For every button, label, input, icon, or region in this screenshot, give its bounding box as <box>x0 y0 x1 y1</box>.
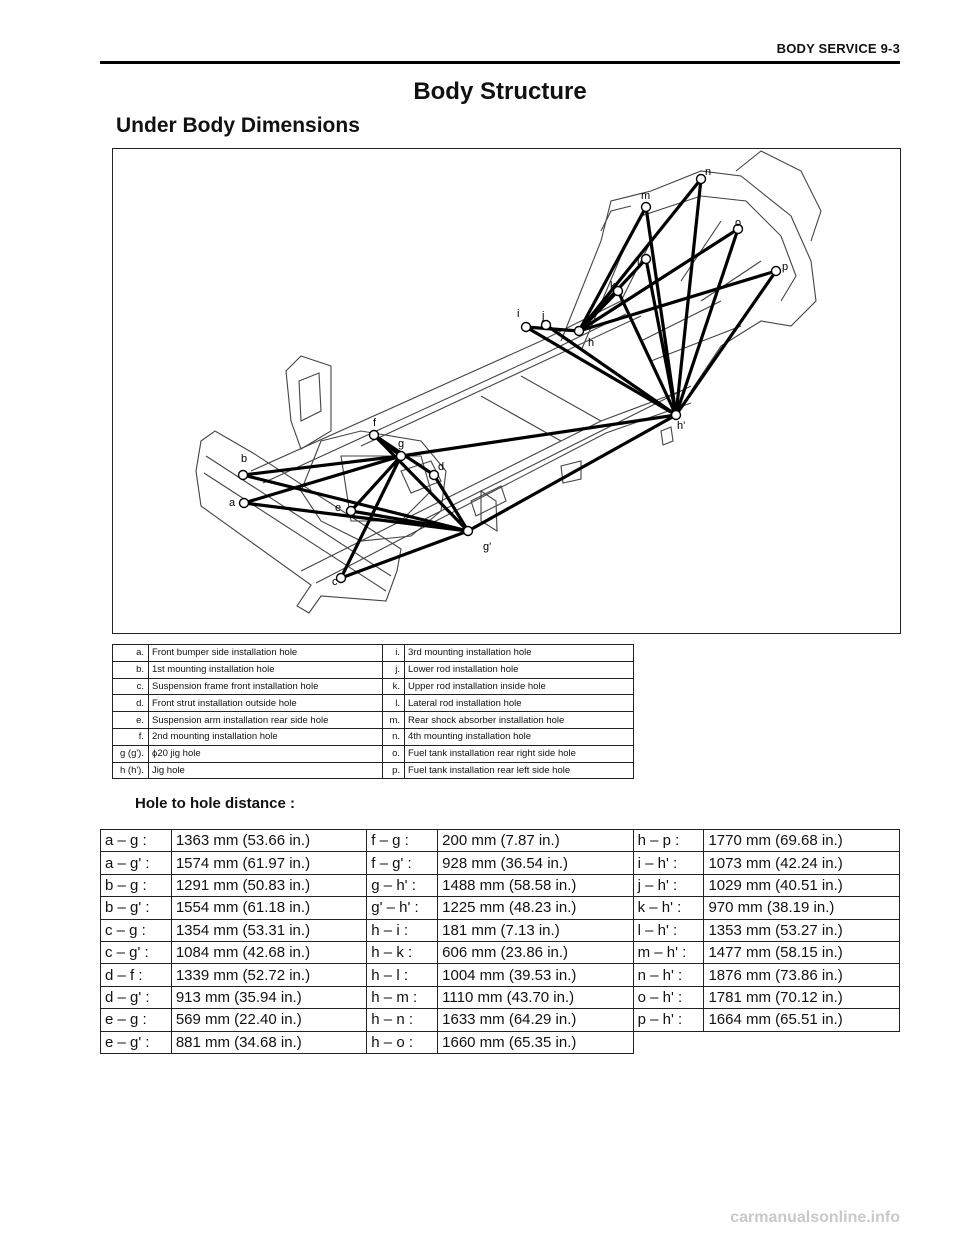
measure-line-h-n <box>579 179 701 331</box>
hole-marker <box>772 267 781 276</box>
measure-line-g'-h' <box>468 415 676 531</box>
distance-pair: h – i : <box>367 919 438 941</box>
watermark: carmanualsonline.info <box>730 1209 900 1226</box>
distance-pair: k – h' : <box>633 897 704 919</box>
distance-row <box>101 941 900 963</box>
distance-value: 1004 mm (39.53 in.) <box>438 964 633 986</box>
distance-value: 1110 mm (43.70 in.) <box>438 986 633 1008</box>
distance-pair: f – g : <box>367 830 438 852</box>
measure-line-g-h' <box>401 415 676 456</box>
hole-marker <box>642 255 651 264</box>
legend-row <box>113 661 634 678</box>
distance-value: 1354 mm (53.31 in.) <box>171 919 366 941</box>
hole-label: f <box>373 417 377 429</box>
page-title: Body Structure <box>413 78 587 105</box>
distance-pair: d – g' : <box>101 986 172 1008</box>
distance-pair: m – h' : <box>633 941 704 963</box>
legend-rval: 3rd mounting installation hole <box>405 645 634 662</box>
legend-rkey: m. <box>383 712 405 729</box>
distance-pair: d – f : <box>101 964 172 986</box>
legend-lkey: h (h'). <box>113 762 149 779</box>
legend-row <box>113 728 634 745</box>
hole-label: i <box>517 308 520 320</box>
legend-row <box>113 678 634 695</box>
distance-pair: a – g : <box>101 830 172 852</box>
distance-value: 1339 mm (52.72 in.) <box>171 964 366 986</box>
distance-pair: e – g' : <box>101 1031 172 1053</box>
hole-label: k <box>610 280 616 292</box>
hole-distance-table <box>100 829 900 1054</box>
distance-value: 181 mm (7.13 in.) <box>438 919 633 941</box>
legend-row <box>113 695 634 712</box>
distance-value: 1029 mm (40.51 in.) <box>704 874 900 896</box>
distance-value: 1477 mm (58.15 in.) <box>704 941 900 963</box>
distance-value: 1488 mm (58.58 in.) <box>438 874 633 896</box>
hole-label: b <box>241 453 248 465</box>
legend-lval: Front bumper side installation hole <box>149 645 383 662</box>
legend-rkey: j. <box>383 661 405 678</box>
distance-pair: i – h' : <box>633 852 704 874</box>
legend-row <box>113 762 634 779</box>
distance-pair: g' – h' : <box>367 897 438 919</box>
distance-value: 1554 mm (61.18 in.) <box>171 897 366 919</box>
legend-rkey: k. <box>383 678 405 695</box>
hole-label: p <box>782 261 789 273</box>
distance-row <box>101 964 900 986</box>
hole-marker <box>370 431 379 440</box>
distance-value: 881 mm (34.68 in.) <box>171 1031 366 1053</box>
distance-value: 1291 mm (50.83 in.) <box>171 874 366 896</box>
legend-lkey: e. <box>113 712 149 729</box>
legend-rkey: l. <box>383 695 405 712</box>
hole-label: g <box>398 438 405 450</box>
hole-label: g' <box>483 541 492 553</box>
distance-pair: o – h' : <box>633 986 704 1008</box>
distance-pair: h – l : <box>367 964 438 986</box>
legend-rkey: i. <box>383 645 405 662</box>
legend-lval: 2nd mounting installation hole <box>149 728 383 745</box>
hole-label: o <box>735 217 742 229</box>
legend-rval: 4th mounting installation hole <box>405 728 634 745</box>
measure-line-i-h' <box>526 327 676 415</box>
legend-rval: Fuel tank installation rear left side hole <box>405 762 634 779</box>
distance-row <box>101 897 900 919</box>
legend-rval: Upper rod installation inside hole <box>405 678 634 695</box>
legend-lkey: c. <box>113 678 149 695</box>
under-body-diagram-svg <box>113 149 901 634</box>
hole-marker <box>575 327 584 336</box>
distance-pair: c – g : <box>101 919 172 941</box>
legend-rkey: n. <box>383 728 405 745</box>
legend-rval: Fuel tank installation rear right side hole <box>405 745 634 762</box>
under-body-diagram <box>112 148 901 634</box>
legend-rval: Rear shock absorber installation hole <box>405 712 634 729</box>
distance-value: 913 mm (35.94 in.) <box>171 986 366 1008</box>
distance-row <box>101 830 900 852</box>
distance-value: 1073 mm (42.24 in.) <box>704 852 900 874</box>
distance-value: 928 mm (36.54 in.) <box>438 852 633 874</box>
hole-label: m <box>641 190 651 202</box>
hole-label: e <box>335 502 342 514</box>
distance-pair: c – g' : <box>101 941 172 963</box>
legend-lkey: f. <box>113 728 149 745</box>
distance-value: 1781 mm (70.12 in.) <box>704 986 900 1008</box>
distance-value: 200 mm (7.87 in.) <box>438 830 633 852</box>
distance-row <box>101 1009 900 1031</box>
hole-label: a <box>229 497 236 509</box>
distance-value: 1363 mm (53.66 in.) <box>171 830 366 852</box>
legend-lkey: a. <box>113 645 149 662</box>
hole-marker <box>672 411 681 420</box>
distance-pair: h – m : <box>367 986 438 1008</box>
distance-row <box>101 852 900 874</box>
measurement-lines <box>243 179 776 578</box>
hole-marker <box>337 574 346 583</box>
distance-row <box>101 986 900 1008</box>
distance-value: 1660 mm (65.35 in.) <box>438 1031 633 1053</box>
distance-pair: h – k : <box>367 941 438 963</box>
distance-pair: a – g' : <box>101 852 172 874</box>
hole-label: h' <box>677 420 686 432</box>
section-title: Under Body Dimensions <box>116 114 360 137</box>
distance-value: 970 mm (38.19 in.) <box>704 897 900 919</box>
hole-marker <box>642 203 651 212</box>
measure-line-b-g <box>243 456 401 475</box>
legend-rval: Lower rod installation hole <box>405 661 634 678</box>
hole-marker <box>240 499 249 508</box>
distance-row <box>101 919 900 941</box>
legend-row <box>113 645 634 662</box>
distance-pair: j – h' : <box>633 874 704 896</box>
distance-value: 1664 mm (65.51 in.) <box>704 1009 900 1031</box>
distance-row <box>101 874 900 896</box>
hole-label: c <box>332 576 338 588</box>
hole-label: h <box>588 337 595 349</box>
distance-value: 569 mm (22.40 in.) <box>171 1009 366 1031</box>
body-frame-outline <box>196 151 821 613</box>
header-rule <box>100 61 900 64</box>
legend-lkey: g (g'). <box>113 745 149 762</box>
legend-lval: 1st mounting installation hole <box>149 661 383 678</box>
legend-lkey: d. <box>113 695 149 712</box>
measure-line-p-h' <box>676 271 776 415</box>
distance-pair: f – g' : <box>367 852 438 874</box>
legend-lval: Suspension frame front installation hole <box>149 678 383 695</box>
hole-label: j <box>542 310 545 322</box>
distance-pair: g – h' : <box>367 874 438 896</box>
distance-empty-cell <box>633 1031 899 1053</box>
legend-rval: Lateral rod installation hole <box>405 695 634 712</box>
legend-lkey: b. <box>113 661 149 678</box>
hole-marker <box>239 471 248 480</box>
hole-label: n <box>705 166 712 178</box>
page-header-title: BODY SERVICE 9-3 <box>776 41 900 56</box>
hole-legend-table <box>112 644 634 779</box>
legend-row <box>113 712 634 729</box>
hole-label: l <box>637 256 640 268</box>
distance-heading: Hole to hole distance : <box>135 795 296 812</box>
distance-value: 606 mm (23.86 in.) <box>438 941 633 963</box>
legend-lval: Suspension arm installation rear side hole <box>149 712 383 729</box>
legend-row <box>113 745 634 762</box>
distance-pair: h – p : <box>633 830 704 852</box>
distance-pair: h – n : <box>367 1009 438 1031</box>
distance-pair: p – h' : <box>633 1009 704 1031</box>
distance-pair: l – h' : <box>633 919 704 941</box>
distance-pair: n – h' : <box>633 964 704 986</box>
hole-marker <box>397 452 406 461</box>
distance-value: 1876 mm (73.86 in.) <box>704 964 900 986</box>
legend-rkey: p. <box>383 762 405 779</box>
distance-value: 1225 mm (48.23 in.) <box>438 897 633 919</box>
hole-marker <box>464 527 473 536</box>
legend-lval: Front strut installation outside hole <box>149 695 383 712</box>
legend-lval: Jig hole <box>149 762 383 779</box>
distance-value: 1574 mm (61.97 in.) <box>171 852 366 874</box>
distance-value: 1084 mm (42.68 in.) <box>171 941 366 963</box>
distance-pair: b – g' : <box>101 897 172 919</box>
distance-pair: h – o : <box>367 1031 438 1053</box>
distance-pair: e – g : <box>101 1009 172 1031</box>
distance-value: 1770 mm (69.68 in.) <box>704 830 900 852</box>
distance-row <box>101 1031 900 1053</box>
hole-marker <box>347 507 356 516</box>
hole-marker <box>522 323 531 332</box>
distance-value: 1633 mm (64.29 in.) <box>438 1009 633 1031</box>
hole-label: d <box>438 461 445 473</box>
legend-lval: ϕ20 jig hole <box>149 745 383 762</box>
distance-pair: b – g : <box>101 874 172 896</box>
distance-value: 1353 mm (53.27 in.) <box>704 919 900 941</box>
legend-rkey: o. <box>383 745 405 762</box>
